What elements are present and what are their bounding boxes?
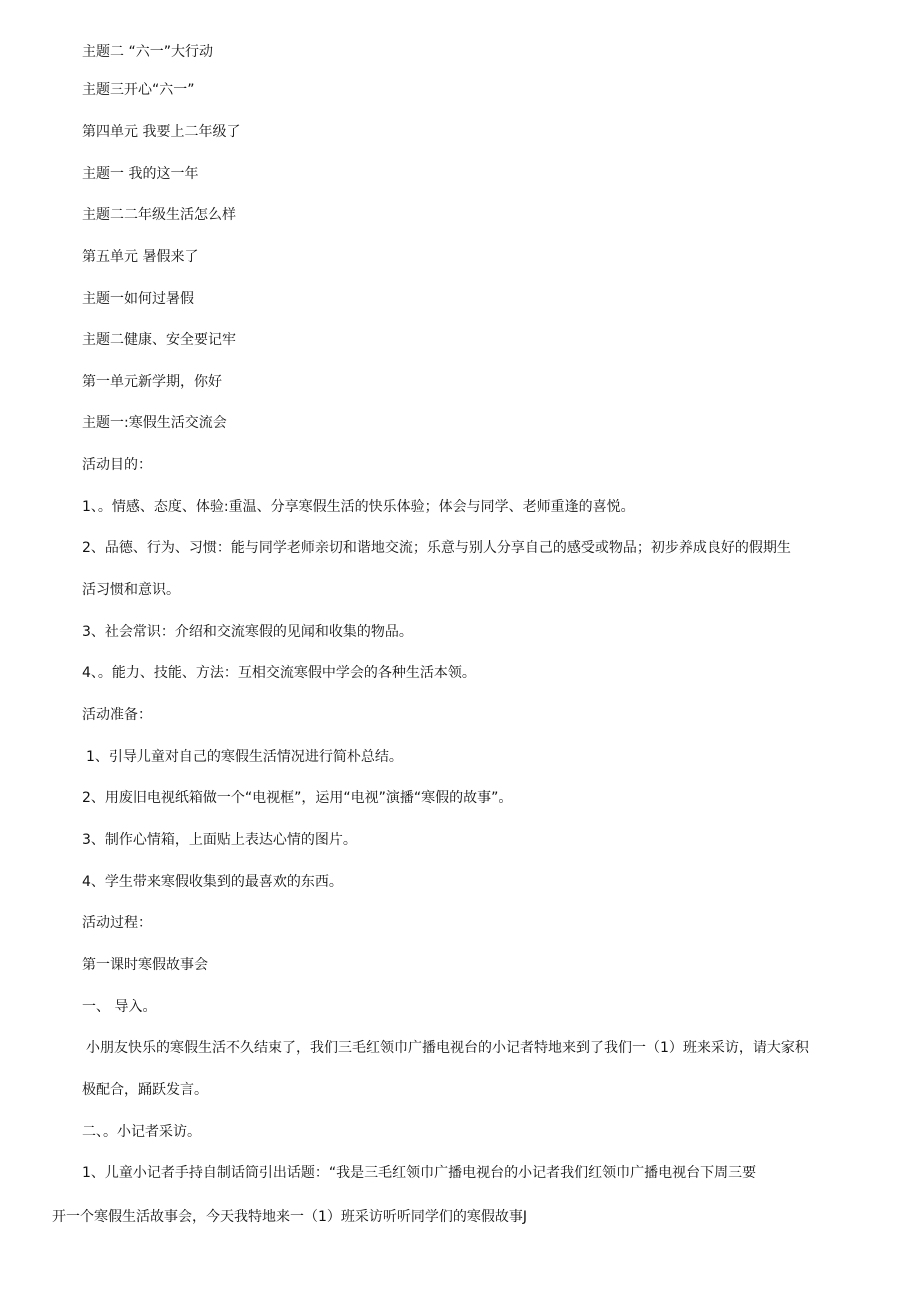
text-line: 第四单元 我要上二年级了 bbox=[82, 124, 241, 140]
text-line: 主题一如何过暑假 bbox=[82, 291, 194, 307]
text-line: 极配合，踊跃发言。 bbox=[82, 1082, 208, 1098]
text-line: 2、用废旧电视纸箱做一个“电视框”，运用“电视”演播“寒假的故事”。 bbox=[82, 790, 513, 806]
text-line: 2、品德、行为、习惯：能与同学老师亲切和谐地交流；乐意与别人分享自己的感受或物品；初步养成良好的假期生 bbox=[82, 540, 791, 556]
text-line: 主题二健康、安全要记牢 bbox=[82, 332, 236, 348]
text-line: 一、 导入。 bbox=[82, 999, 157, 1015]
text-line: 4、学生带来寒假收集到的最喜欢的东西。 bbox=[82, 874, 343, 890]
text-line: 主题一 我的这一年 bbox=[82, 166, 199, 182]
text-line: 活习惯和意识。 bbox=[82, 582, 180, 598]
text-line: 第一单元新学期，你好 bbox=[82, 374, 222, 390]
text-line: 主题三开心“六一” bbox=[82, 82, 195, 98]
text-line: 4、。能力、技能、方法：互相交流寒假中学会的各种生活本领。 bbox=[82, 665, 476, 681]
text-line: 第五单元 暑假来了 bbox=[82, 249, 199, 265]
text-line: 主题二 “六一”大行动 bbox=[82, 44, 213, 60]
text-line: 1、引导儿童对自己的寒假生活情况进行简朴总结。 bbox=[86, 749, 403, 765]
text-line: 主题二二年级生活怎么样 bbox=[82, 207, 236, 223]
text-line: 二、。小记者采访。 bbox=[82, 1124, 201, 1140]
text-line: 开一个寒假生活故事会，今天我特地来一（1）班采访听听同学们的寒假故事J bbox=[52, 1209, 528, 1225]
text-line: 小朋友快乐的寒假生活不久结束了，我们三毛红领巾广播电视台的小记者特地来到了我们一（1）班来采访，请大家积 bbox=[86, 1040, 809, 1056]
text-line: 3、社会常识：介绍和交流寒假的见闻和收集的物品。 bbox=[82, 624, 413, 640]
text-line: 活动过程： bbox=[82, 915, 152, 931]
text-line: 活动准备： bbox=[82, 707, 152, 723]
text-line: 主题一:寒假生活交流会 bbox=[82, 415, 227, 431]
text-line: 第一课时寒假故事会 bbox=[82, 957, 208, 973]
text-line: 活动目的： bbox=[82, 457, 152, 473]
text-line: 3、制作心情箱，上面贴上表达心情的图片。 bbox=[82, 832, 357, 848]
text-line: 1、儿童小记者手持自制话筒引出话题：“我是三毛红领巾广播电视台的小记者我们红领巾广播电视台下周三要 bbox=[82, 1165, 757, 1181]
text-line: 1、。情感、态度、体验:重温、分享寒假生活的快乐体验；体会与同学、老师重逢的喜悦。 bbox=[82, 499, 635, 515]
